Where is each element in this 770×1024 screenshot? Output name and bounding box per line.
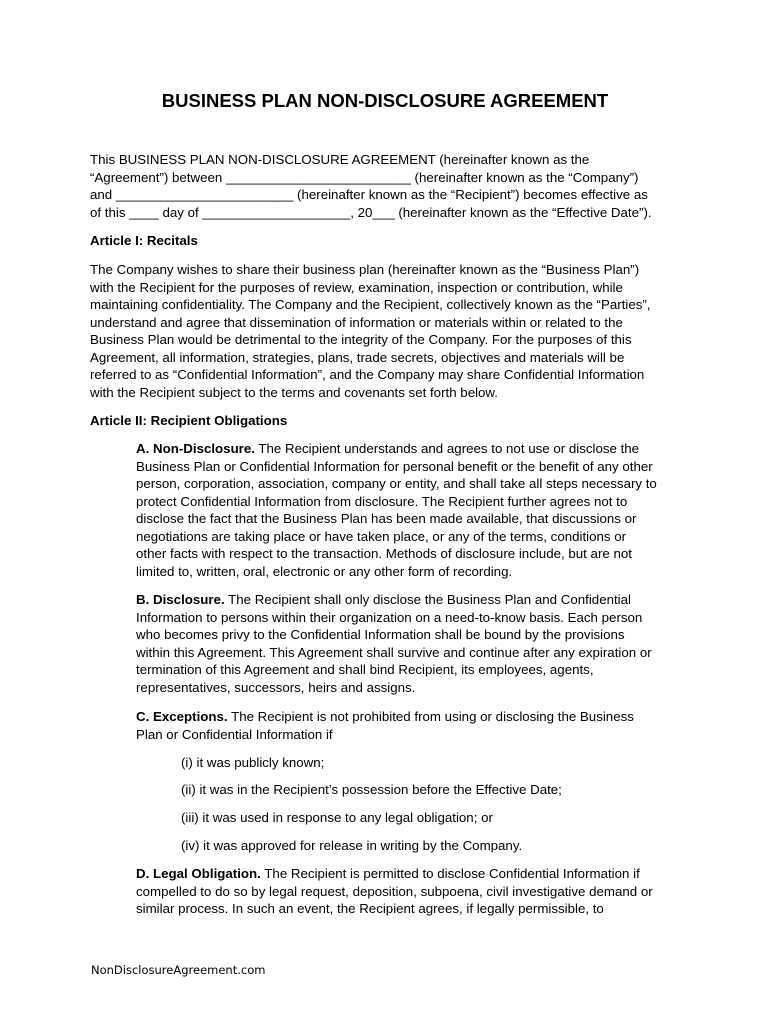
exception-item-1 xyxy=(181,754,324,772)
exception-item-text: (iv) it was approved for release in writing by the Company. xyxy=(181,838,523,853)
article-2-heading-text: Article II: Recipient Obligations xyxy=(90,413,288,428)
section-d-label: D. Legal Obligation. xyxy=(136,866,261,881)
document-title: BUSINESS PLAN NON-DISCLOSURE AGREEMENT xyxy=(161,90,609,111)
intro-paragraph xyxy=(90,151,652,221)
recitals-line: The Company wishes to share their business plan (hereinafter known as the “Business Plan”) xyxy=(90,262,640,277)
exception-item-text: (iii) it was used in response to any legal obligation; or xyxy=(181,810,493,825)
section-b-line: within this Agreement. This Agreement shall survive and continue after any expiration or xyxy=(136,644,652,660)
section-a-first-line xyxy=(136,440,657,458)
section-a-line: Business Plan or Confidential Information for personal benefit or the benefit of any other xyxy=(136,458,653,474)
recitals-line: understand and agree that dissemination of information or materials within or related to the xyxy=(90,314,623,330)
section-b-disclosure xyxy=(136,591,652,696)
intro-line: and ________________________ (hereinafter known as the “Recipient”) becomes effective as xyxy=(90,187,648,202)
intro-line: of this ____ day of ____________________, 20___ (hereinafter known as the “Effective Date”). xyxy=(90,204,652,220)
exception-item-3 xyxy=(181,809,493,827)
section-c-first-line-text: The Recipient is not prohibited from using or disclosing the Business xyxy=(227,709,634,724)
exception-item-text: (i) it was publicly known; xyxy=(181,755,325,770)
section-a-line: negotiations are taking place or have taken place, or any of the terms, conditions or xyxy=(136,528,627,544)
section-b-line: Information to persons within their organization on a need-to-know basis. Each person xyxy=(136,609,643,625)
section-d-line: compelled to do so by legal request, deposition, subpoena, civil investigative demand or xyxy=(136,883,653,899)
section-c-exceptions xyxy=(136,708,634,743)
exception-item-4 xyxy=(181,837,522,855)
article-1-paragraph xyxy=(90,261,650,401)
section-a-line: limited to, written, oral, electronic or any other form of recording. xyxy=(136,563,513,579)
section-b-line: termination of this Agreement and shall bind Recipient, its employees, agents, xyxy=(136,662,594,677)
intro-line: This BUSINESS PLAN NON-DISCLOSURE AGREEMENT (hereinafter known as the xyxy=(90,152,590,167)
section-d-first-line xyxy=(136,865,653,883)
section-a-line: person, corporation, association, company or entity, and shall take all steps necessary to xyxy=(136,476,657,491)
section-a-line: other facts with respect to the transaction. Methods of disclosure include, but are not xyxy=(136,546,632,561)
section-b-line: representatives, successors, heirs and assigns. xyxy=(136,679,416,695)
article-2-heading xyxy=(90,412,287,430)
section-a-first-line-text: The Recipient understands and agrees to not use or disclose the xyxy=(254,441,640,456)
section-c-first-line xyxy=(136,708,634,726)
section-b-line: who becomes privy to the Confidential Information shall be bound by the provisions xyxy=(136,627,625,642)
intro-line: “Agreement”) between _________________________ (hereinafter known as the “Company”) xyxy=(90,169,639,185)
section-d-line: similar process. In such an event, the Recipient agrees, if legally permissible, to xyxy=(136,901,604,916)
section-b-first-line xyxy=(136,591,652,609)
article-1-heading-text: Article I: Recitals xyxy=(90,233,198,248)
section-c-line: Plan or Confidential Information if xyxy=(136,726,333,742)
recitals-line: with the Recipient for the purposes of review, examination, inspection or contribution, while xyxy=(90,279,623,295)
section-c-label: C. Exceptions. xyxy=(136,709,228,724)
exception-item-2 xyxy=(181,781,562,799)
section-a-non-disclosure xyxy=(136,440,657,580)
section-a-label: A. Non-Disclosure. xyxy=(136,441,255,456)
section-a-line: disclose the fact that the Business Plan has been made available, that discussions or xyxy=(136,511,637,526)
recitals-line: with the Recipient subject to the terms and covenants set forth below. xyxy=(90,384,498,400)
recitals-line: maintaining confidentiality. The Company and the Recipient, collectively known as the “Parties”, xyxy=(90,297,651,312)
section-d-legal-obligation xyxy=(136,865,653,918)
exception-item-text: (ii) it was in the Recipient’s possession before the Effective Date; xyxy=(181,782,562,797)
recitals-line: Agreement, all information, strategies, plans, trade secrets, objectives and materials will be xyxy=(90,349,625,365)
section-b-label: B. Disclosure. xyxy=(136,592,225,607)
recitals-line: Business Plan would be detrimental to the integrity of the Company. For the purposes of this xyxy=(90,332,632,347)
section-a-line: protect Confidential Information from disclosure. The Recipient further agrees not to xyxy=(136,493,628,509)
section-d-first-line-text: The Recipient is permitted to disclose Confidential Information if xyxy=(260,866,640,881)
footer-website: NonDisclosureAgreement.com xyxy=(91,963,266,977)
recitals-line: referred to as “Confidential Information”, and the Company may share Confidential Information xyxy=(90,367,645,382)
section-b-first-line-text: The Recipient shall only disclose the Business Plan and Confidential xyxy=(224,592,631,607)
article-1-heading xyxy=(90,232,198,250)
